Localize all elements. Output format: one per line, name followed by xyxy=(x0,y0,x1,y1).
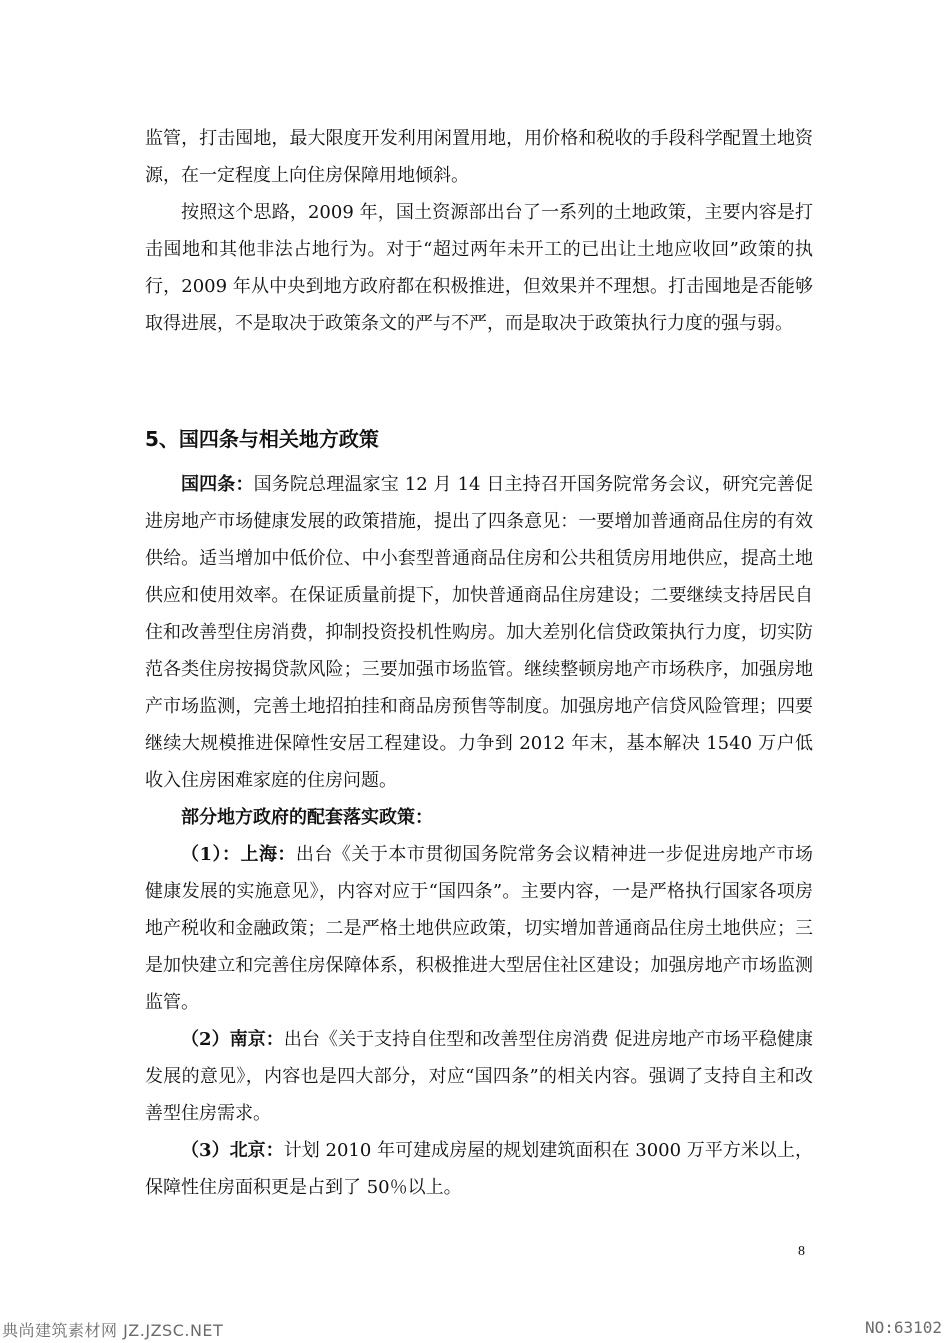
paragraph-land-policy-2009: 按照这个思路，2009 年，国土资源部出台了一系列的土地政策，主要内容是打击囤地和其他非法占地行为。对于“超过两年未开工的已出让土地应收回”政策的执行，2009 年从中央到地方政府都在积极推进，但效果并不理想。打击囤地是否能够取得进展，不是取决于政策条文的严与不严，而是取决于政策执行力度的强与弱。 xyxy=(145,202,813,334)
paragraph-shanghai xyxy=(145,836,813,1021)
paragraph-nanjing xyxy=(145,1021,813,1132)
beijing-label: （3）北京： xyxy=(181,1140,284,1161)
footer-watermark-site: 典尚建筑素材网 JZ.JZSC.NET xyxy=(2,1321,224,1340)
guosi-label: 国四条： xyxy=(181,474,254,495)
footer-watermark-number: NO:63102 xyxy=(864,1318,942,1337)
page-number: 8 xyxy=(798,1244,805,1259)
paragraph-beijing xyxy=(145,1132,813,1206)
shanghai-label: （1）：上海： xyxy=(181,844,296,865)
nanjing-label: （2）南京： xyxy=(181,1029,284,1050)
section-heading: 5、国四条与相关地方政策 xyxy=(145,427,379,451)
paragraph-land-supply: 监管，打击囤地，最大限度开发利用闲置用地，用价格和税收的手段科学配置土地资源，在一定程度上向住房保障用地倾斜。 xyxy=(145,128,813,186)
beijing-text: 计划 2010 年可建成房屋的规划建筑面积在 3000 万平方米以上，保障性住房面积更是占到了 50％以上。 xyxy=(145,1140,813,1198)
local-policies-heading: 部分地方政府的配套落实政策： xyxy=(181,807,433,828)
paragraph-guosi xyxy=(145,466,813,799)
nanjing-text: 出台《关于支持自住型和改善型住房消费 促进房地产市场平稳健康发展的意见》，内容也是四大部分，对应“国四条”的相关内容。强调了支持自主和改善型住房需求。 xyxy=(145,1029,813,1124)
shanghai-text: 出台《关于本市贯彻国务院常务会议精神进一步促进房地产市场健康发展的实施意见》，内容对应于“国四条”。主要内容，一是严格执行国家各项房地产税收和金融政策；二是严格土地供应政策，切实增加普通商品住房土地供应；三是加快建立和完善住房保障体系，积极推进大型居住社区建设；加强房地产市场监测监管。 xyxy=(145,844,813,1013)
guosi-text: 国务院总理温家宝 12 月 14 日主持召开国务院常务会议，研究完善促进房地产市场健康发展的政策措施，提出了四条意见：一要增加普通商品住房的有效供给。适当增加中低价位、中小套型普通商品住房和公共租赁房用地供应，提高土地供应和使用效率。在保证质量前提下，加快普通商品住房建设；二要继续支持居民自住和改善型住房消费，抑制投资投机性购房。加大差别化信贷政策执行力度，切实防范各类住房按揭贷款风险；三要加强市场监管。继续整顿房地产市场秩序，加强房地产市场监测，完善土地招拍挂和商品房预售等制度。加强房地产信贷风险管理；四要继续大规模推进保障性安居工程建设。力争到 2012 年末，基本解决 1540 万户低收入住房困难家庭的住房问题。 xyxy=(145,474,813,791)
